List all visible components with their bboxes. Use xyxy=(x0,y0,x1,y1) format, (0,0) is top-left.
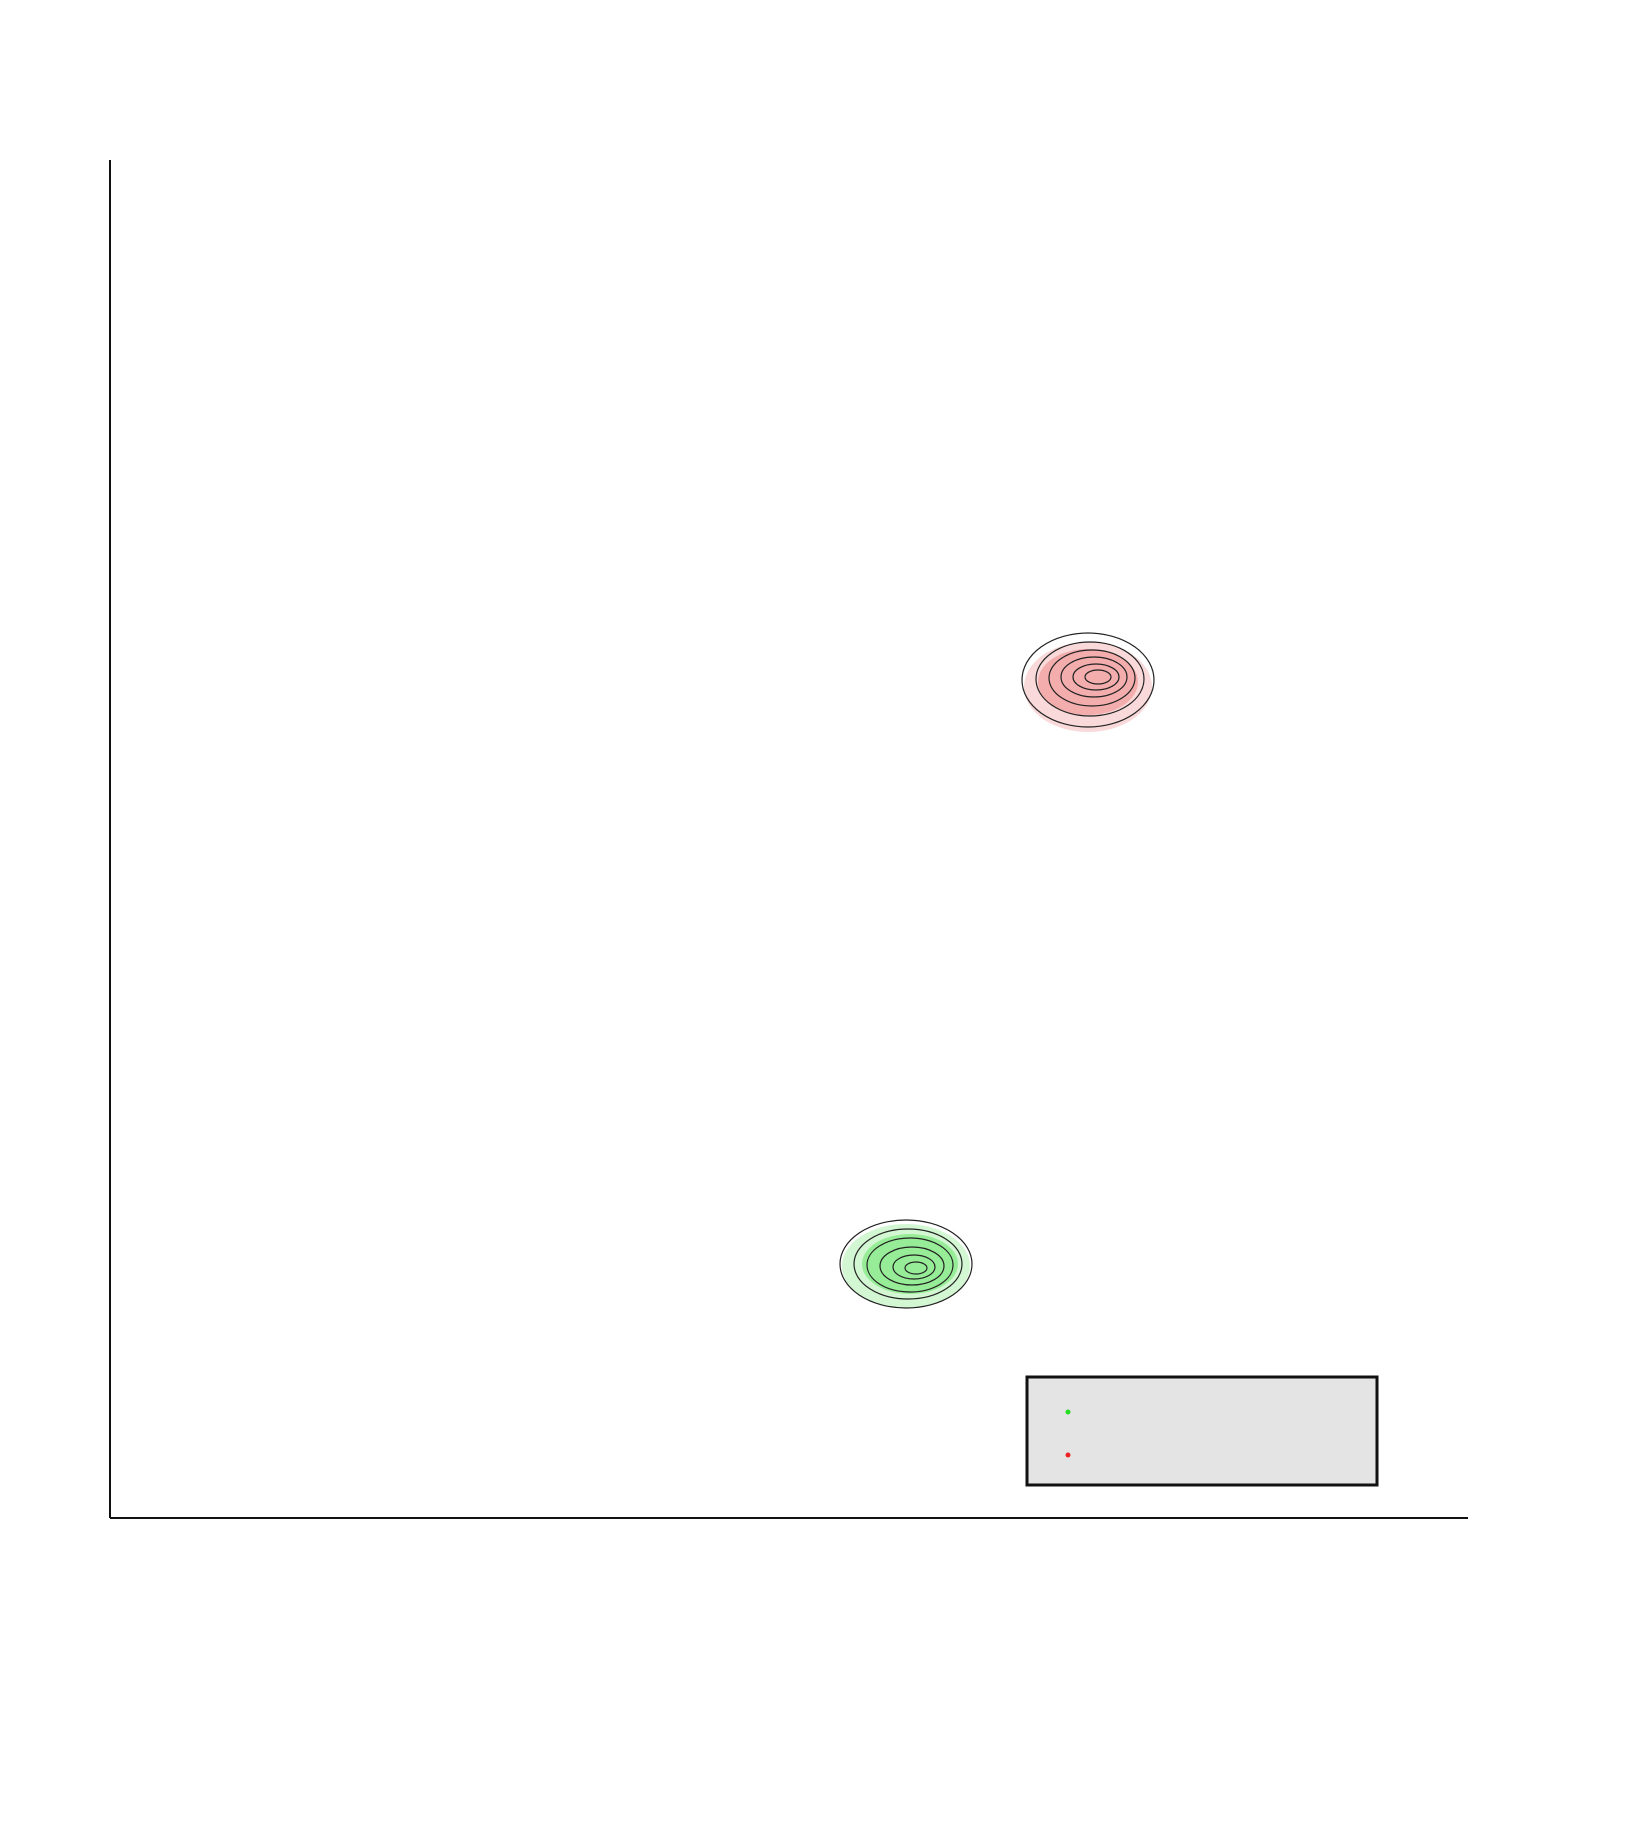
on-target-density-contour xyxy=(840,1220,972,1308)
off-target-density-contour xyxy=(1022,633,1154,732)
legend xyxy=(1027,1377,1377,1485)
legend-marker-on-target xyxy=(1066,1410,1071,1415)
legend-marker-off-target xyxy=(1066,1453,1071,1458)
legend-box xyxy=(1027,1377,1377,1485)
axes xyxy=(110,160,1468,1518)
